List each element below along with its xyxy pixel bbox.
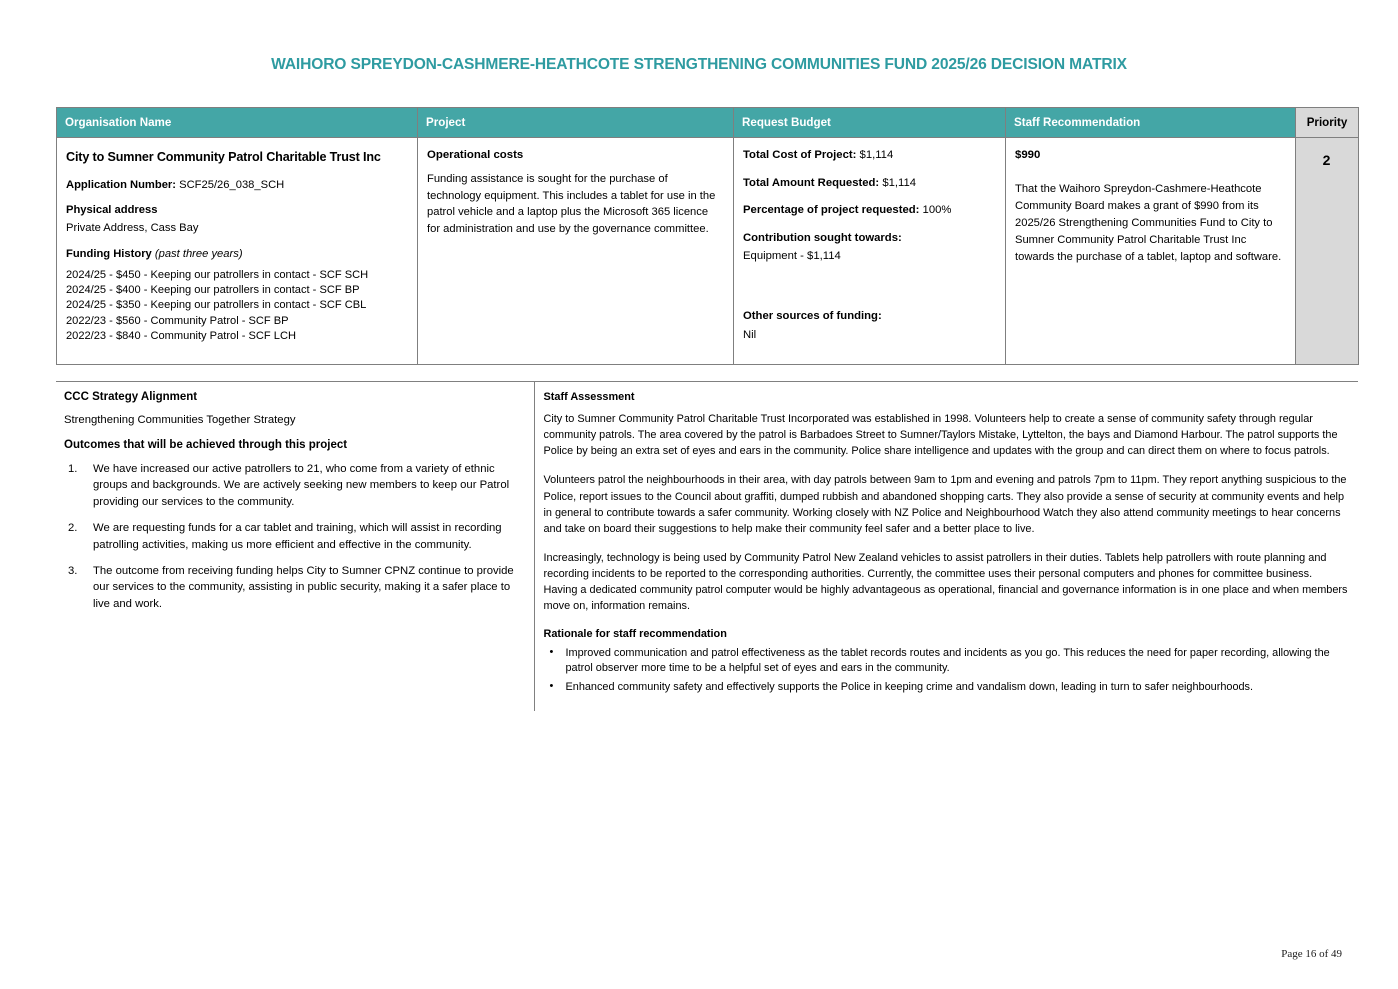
funding-history-item: 2024/25 - $400 - Keeping our patrollers in contact - SCF BP <box>66 284 360 297</box>
decision-matrix-table <box>56 107 1359 365</box>
cell-request-budget <box>734 138 1006 365</box>
funding-history-item: 2022/23 - $840 - Community Patrol - SCF LCH <box>66 329 296 342</box>
recommendation-text: That the Waihoro Spreydon-Cashmere-Heathcote Community Board makes a grant of $990 from its 2025/26 Strengthening Communities Fund to City to Sumner Community Patrol Charitable Trust Inc towards the purchase of a tablet, laptop and software. <box>1015 182 1282 263</box>
cell-staff-recommendation <box>1006 138 1296 365</box>
table-row <box>57 138 1359 365</box>
assessment-paragraph: City to Sumner Community Patrol Charitable Trust Incorporated was established in 1998. Volunteers help to create a sense of community safety through regular community patrols. The area covered by the patrol is Barbadoes Street to Sumner/Taylors Mistake, Lyttelton, the bays and Diamond Harbour. The patrol supports the Police by being an extra set of eyes and ears in the community. Police share intelligence and updates with the group and can direct them on where to focus patrols. <box>543 413 1338 458</box>
cell-strategy-alignment <box>56 382 534 711</box>
priority-value: 2 <box>1322 152 1331 168</box>
strategy-subtitle: Strengthening Communities Together Strategy <box>64 414 296 426</box>
funding-history-label: Funding History <box>66 247 152 260</box>
cell-staff-assessment <box>534 382 1358 711</box>
contribution-sought-label: Contribution sought towards: <box>743 231 902 244</box>
physical-address-value: Private Address, Cass Bay <box>66 222 199 235</box>
cell-priority <box>1296 138 1359 365</box>
application-number-value: SCF25/26_038_SCH <box>179 178 285 191</box>
contribution-sought-value: Equipment - $1,114 <box>743 250 841 263</box>
column-header-staff-recommendation: Staff Recommendation <box>1006 108 1296 138</box>
column-header-request-budget: Request Budget <box>734 108 1006 138</box>
total-cost-value: $1,114 <box>859 149 894 161</box>
matrix-header-row <box>57 108 1359 138</box>
other-sources-label: Other sources of funding: <box>743 309 882 322</box>
funding-history-item: 2022/23 - $560 - Community Patrol - SCF BP <box>66 314 289 327</box>
project-title: Operational costs <box>427 149 524 161</box>
total-cost-of-project <box>743 147 995 164</box>
rationale-list <box>544 646 1349 696</box>
list-item: • Improved communication and patrol effectiveness as the tablet records routes and incidents as you go. This reduces the need for paper recording, allowing the patrol observer more time to be a helpful set of eyes and ears in the community. <box>544 646 1349 678</box>
rationale-heading: Rationale for staff recommendation <box>543 627 727 640</box>
cell-project <box>418 138 734 365</box>
list-item: • Enhanced community safety and effectively supports the Police in keeping crime and vandalism down, leading in turn to safer neighbourhoods. <box>544 680 1349 696</box>
outcomes-list <box>64 461 522 612</box>
application-number-label: Application Number: <box>66 178 177 191</box>
percentage-of-project-requested <box>743 202 995 219</box>
strategy-heading: CCC Strategy Alignment <box>64 391 198 403</box>
detail-row <box>56 382 1358 711</box>
organisation-name: City to Sumner Community Patrol Charitable Trust Inc <box>66 150 381 164</box>
list-item: We are requesting funds for a car tablet and training, which will assist in recording patrolling activities, making us more efficient and effective in the community. <box>93 522 502 551</box>
column-header-organisation: Organisation Name <box>57 108 418 138</box>
column-header-priority: Priority <box>1296 108 1359 138</box>
project-description: Funding assistance is sought for the purchase of technology equipment. This includes a tablet for use in the patrol vehicle and a laptop plus the Microsoft 365 licence for administration and use by the governance committee. <box>427 172 716 236</box>
detail-section-table <box>56 381 1358 711</box>
cell-organisation <box>57 138 418 365</box>
funding-history-item: 2024/25 - $450 - Keeping our patrollers in contact - SCF SCH <box>66 269 369 282</box>
page-footer: Page 16 of 49 <box>1281 948 1342 960</box>
percentage-label: Percentage of project requested: <box>743 204 920 217</box>
list-item: We have increased our active patrollers to 21, who come from a variety of ethnic groups and backgrounds. We are actively seeking new members to keep our Patrol providing our services to the community. <box>93 463 510 508</box>
total-amount-requested <box>743 175 995 192</box>
recommended-amount: $990 <box>1015 149 1041 161</box>
total-requested-label: Total Amount Requested: <box>743 176 880 189</box>
list-item: The outcome from receiving funding helps City to Sumner CPNZ continue to provide our services to the community, assisting in public security, making it a safer place to live and work. <box>93 564 514 610</box>
assessment-paragraph: Increasingly, technology is being used by Community Patrol New Zealand vehicles to assist patrollers in their duties. Tablets help patrollers with route planning and recording incidents to be reported to the corresponding authorities. Currently, the committee uses their personal computers and phones for committee business. Having a dedicated community patrol computer would be highly advantageous as operational, financial and governance information is in one place and when members move on, information remains. <box>543 551 1348 613</box>
assessment-paragraph: Volunteers patrol the neighbourhoods in their area, with day patrols between 9am to 1pm and evening and patrols 7pm to 11pm. They report anything suspicious to the Police, report issues to the Council about graffiti, dumped rubbish and abandoned shopping carts. They also provide a sense of security at community events and help in general to contribute towards a safer community. Working closely with NZ Police and Neighbourhood Watch they also attend community meetings to hear concerns and take on board their suggestions to help make their community feel safer and a better place to live. <box>543 474 1347 535</box>
physical-address-label: Physical address <box>66 203 158 216</box>
page-title: WAIHORO SPREYDON-CASHMERE-HEATHCOTE STRENGTHENING COMMUNITIES FUND 2025/26 DECISION MATRIX <box>271 56 1127 73</box>
funding-history-list <box>66 268 407 343</box>
total-requested-value: $1,114 <box>882 176 917 189</box>
funding-history-heading <box>66 246 407 262</box>
funding-history-item: 2024/25 - $350 - Keeping our patrollers in contact - SCF CBL <box>66 299 367 312</box>
other-sources-value: Nil <box>743 328 757 341</box>
outcomes-heading: Outcomes that will be achieved through this project <box>64 439 348 451</box>
column-header-project: Project <box>418 108 734 138</box>
application-number <box>66 177 407 193</box>
funding-history-note: (past three years) <box>154 247 243 260</box>
budget-spacer <box>743 276 995 308</box>
total-cost-label: Total Cost of Project: <box>743 149 857 161</box>
assessment-heading: Staff Assessment <box>543 391 635 403</box>
percentage-value: 100% <box>922 204 952 217</box>
